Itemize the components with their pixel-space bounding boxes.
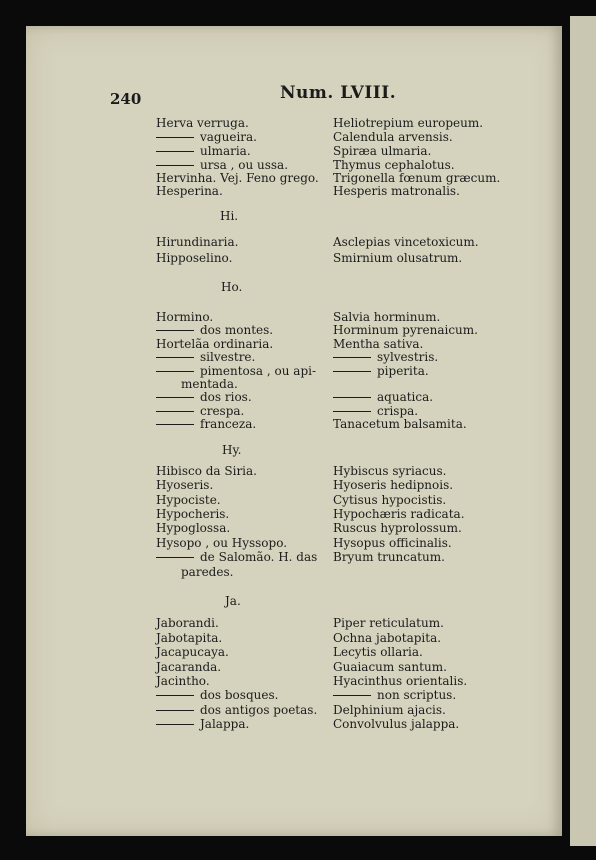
entry-text: Hirundinaria. bbox=[156, 235, 239, 249]
portuguese-name bbox=[156, 418, 256, 431]
entry-text: Smirnium olusatrum. bbox=[333, 251, 463, 265]
entry-text: Hysopo , ou Hyssopo. bbox=[156, 536, 288, 550]
latin-name bbox=[333, 617, 444, 630]
entry-text: Jabotapita. bbox=[156, 631, 223, 645]
page-number: 240 bbox=[110, 90, 142, 108]
entry-text: Hyacinthus orientalis. bbox=[333, 674, 468, 688]
entry-text: Jalappa. bbox=[200, 717, 250, 731]
entry-text: Trigonella fœnum græcum. bbox=[333, 171, 501, 185]
portuguese-name bbox=[156, 718, 249, 731]
entry-text: Spiræa ulmaria. bbox=[333, 144, 432, 158]
entry-text: Calendula arvensis. bbox=[333, 130, 453, 144]
latin-name bbox=[333, 551, 445, 564]
entry-text: silvestre. bbox=[200, 350, 256, 364]
latin-name bbox=[333, 418, 467, 431]
entry-text: Bryum truncatum. bbox=[333, 550, 445, 564]
ditto-dash bbox=[156, 695, 194, 696]
entry-text: Hortelãa ordinaria. bbox=[156, 337, 274, 351]
latin-name bbox=[333, 537, 452, 550]
portuguese-name bbox=[181, 566, 233, 579]
section-heading: Hy. bbox=[222, 443, 242, 457]
facing-page-edge bbox=[570, 16, 596, 846]
entry-text: Mentha sativa. bbox=[333, 337, 424, 351]
ditto-dash bbox=[156, 724, 194, 725]
ditto-dash bbox=[156, 151, 194, 152]
entry-text: Piper reticulatum. bbox=[333, 616, 444, 630]
entry-text: franceza. bbox=[200, 417, 257, 431]
latin-name bbox=[333, 522, 462, 535]
entry-text: Hypocheris. bbox=[156, 507, 230, 521]
entry-text: vagueira. bbox=[200, 130, 257, 144]
portuguese-name bbox=[156, 551, 317, 564]
entry-text: Hyoseris. bbox=[156, 478, 214, 492]
portuguese-name bbox=[156, 479, 213, 492]
entry-text: paredes. bbox=[181, 565, 234, 579]
latin-name bbox=[333, 718, 459, 731]
entry-text: pimentosa , ou api- bbox=[200, 364, 317, 378]
entry-text: dos bosques. bbox=[200, 688, 279, 702]
entry-text: Hervinha. Vej. Feno grego. bbox=[156, 171, 319, 185]
entry-text: Hibisco da Siria. bbox=[156, 464, 257, 478]
ditto-dash bbox=[333, 397, 371, 398]
entry-text: Hypochæris radicata. bbox=[333, 507, 465, 521]
entry-text: dos montes. bbox=[200, 323, 274, 337]
ditto-dash bbox=[156, 165, 194, 166]
entry-text: Lecytis ollaria. bbox=[333, 645, 423, 659]
portuguese-name bbox=[156, 391, 252, 404]
portuguese-name bbox=[156, 522, 230, 535]
latin-name bbox=[333, 479, 453, 492]
entry-text: Hipposelino. bbox=[156, 251, 233, 265]
entry-text: Hesperina. bbox=[156, 184, 223, 198]
portuguese-name bbox=[156, 508, 229, 521]
latin-name bbox=[333, 494, 446, 507]
ditto-dash bbox=[333, 357, 371, 358]
latin-name bbox=[333, 117, 483, 130]
portuguese-name bbox=[156, 131, 257, 144]
portuguese-name bbox=[156, 236, 238, 249]
latin-name bbox=[333, 508, 465, 521]
entry-text: dos antigos poetas. bbox=[200, 703, 318, 717]
entry-text: Jaborandi. bbox=[156, 616, 219, 630]
latin-name bbox=[333, 185, 460, 198]
entry-text: Salvia horminum. bbox=[333, 310, 441, 324]
entry-text: Hypociste. bbox=[156, 493, 221, 507]
portuguese-name bbox=[156, 252, 232, 265]
section-heading: Ja. bbox=[225, 594, 241, 608]
entry-text: non scriptus. bbox=[377, 688, 457, 702]
entry-text: mentada. bbox=[181, 377, 238, 391]
entry-text: crispa. bbox=[377, 404, 419, 418]
entry-text: Ochna jabotapita. bbox=[333, 631, 442, 645]
entry-text: Tanacetum balsamita. bbox=[333, 417, 467, 431]
ditto-dash bbox=[333, 371, 371, 372]
portuguese-name bbox=[156, 632, 222, 645]
entry-text: ursa , ou ussa. bbox=[200, 158, 289, 172]
latin-name bbox=[333, 351, 438, 364]
latin-name bbox=[333, 365, 429, 378]
entry-text: Delphinium ajacis. bbox=[333, 703, 446, 717]
portuguese-name bbox=[156, 117, 249, 130]
entry-text: dos rios. bbox=[200, 390, 252, 404]
portuguese-name bbox=[156, 324, 273, 337]
ditto-dash bbox=[156, 557, 194, 558]
portuguese-name bbox=[156, 537, 287, 550]
entry-text: Hesperis matronalis. bbox=[333, 184, 460, 198]
entry-text: Horminum pyrenaicum. bbox=[333, 323, 478, 337]
entry-text: Hyoseris hedipnois. bbox=[333, 478, 454, 492]
entry-text: Asclepias vincetoxicum. bbox=[333, 235, 479, 249]
entry-text: Heliotrepium europeum. bbox=[333, 116, 484, 130]
entry-text: Hormino. bbox=[156, 310, 214, 324]
entry-text: Hypoglossa. bbox=[156, 521, 231, 535]
ditto-dash bbox=[156, 710, 194, 711]
latin-name bbox=[333, 465, 446, 478]
entry-text: ulmaria. bbox=[200, 144, 251, 158]
latin-name bbox=[333, 236, 479, 249]
latin-name bbox=[333, 131, 453, 144]
entry-text: sylvestris. bbox=[377, 350, 439, 364]
ditto-dash bbox=[156, 397, 194, 398]
page-title: Num. LVIII. bbox=[280, 83, 397, 103]
entry-text: crespa. bbox=[200, 404, 245, 418]
latin-name bbox=[333, 391, 433, 404]
portuguese-name bbox=[156, 617, 219, 630]
portuguese-name bbox=[156, 145, 251, 158]
entry-text: Herva verruga. bbox=[156, 116, 249, 130]
portuguese-name bbox=[156, 661, 221, 674]
portuguese-name bbox=[156, 704, 317, 717]
ditto-dash bbox=[156, 357, 194, 358]
ditto-dash bbox=[156, 411, 194, 412]
portuguese-name bbox=[156, 689, 278, 702]
section-heading: Ho. bbox=[221, 280, 243, 294]
latin-name bbox=[333, 324, 478, 337]
latin-name bbox=[333, 689, 456, 702]
ditto-dash bbox=[156, 371, 194, 372]
section-heading: Hi. bbox=[220, 209, 239, 223]
portuguese-name bbox=[156, 351, 255, 364]
entry-text: Ruscus hyprolossum. bbox=[333, 521, 462, 535]
latin-name bbox=[333, 145, 431, 158]
latin-name bbox=[333, 252, 462, 265]
entry-text: Jacapucaya. bbox=[156, 645, 229, 659]
portuguese-name bbox=[156, 646, 229, 659]
entry-text: aquatica. bbox=[377, 390, 434, 404]
latin-name bbox=[333, 704, 446, 717]
entry-text: Guaiacum santum. bbox=[333, 660, 447, 674]
portuguese-name bbox=[156, 675, 210, 688]
ditto-dash bbox=[156, 137, 194, 138]
entry-text: Hybiscus syriacus. bbox=[333, 464, 447, 478]
entry-text: Cytisus hypocistis. bbox=[333, 493, 447, 507]
latin-name bbox=[333, 675, 467, 688]
portuguese-name bbox=[156, 465, 257, 478]
latin-name bbox=[333, 661, 447, 674]
entry-text: Jacintho. bbox=[156, 674, 210, 688]
entry-text: Jacaranda. bbox=[156, 660, 222, 674]
entry-text: Convolvulus jalappa. bbox=[333, 717, 460, 731]
latin-name bbox=[333, 632, 441, 645]
ditto-dash bbox=[156, 330, 194, 331]
entry-text: Thymus cephalotus. bbox=[333, 158, 455, 172]
latin-name bbox=[333, 646, 423, 659]
entry-text: de Salomão. H. das bbox=[200, 550, 318, 564]
portuguese-name bbox=[156, 185, 223, 198]
ditto-dash bbox=[333, 695, 371, 696]
ditto-dash bbox=[156, 424, 194, 425]
ditto-dash bbox=[333, 411, 371, 412]
entry-text: piperita. bbox=[377, 364, 429, 378]
entry-text: Hysopus officinalis. bbox=[333, 536, 452, 550]
portuguese-name bbox=[156, 494, 221, 507]
